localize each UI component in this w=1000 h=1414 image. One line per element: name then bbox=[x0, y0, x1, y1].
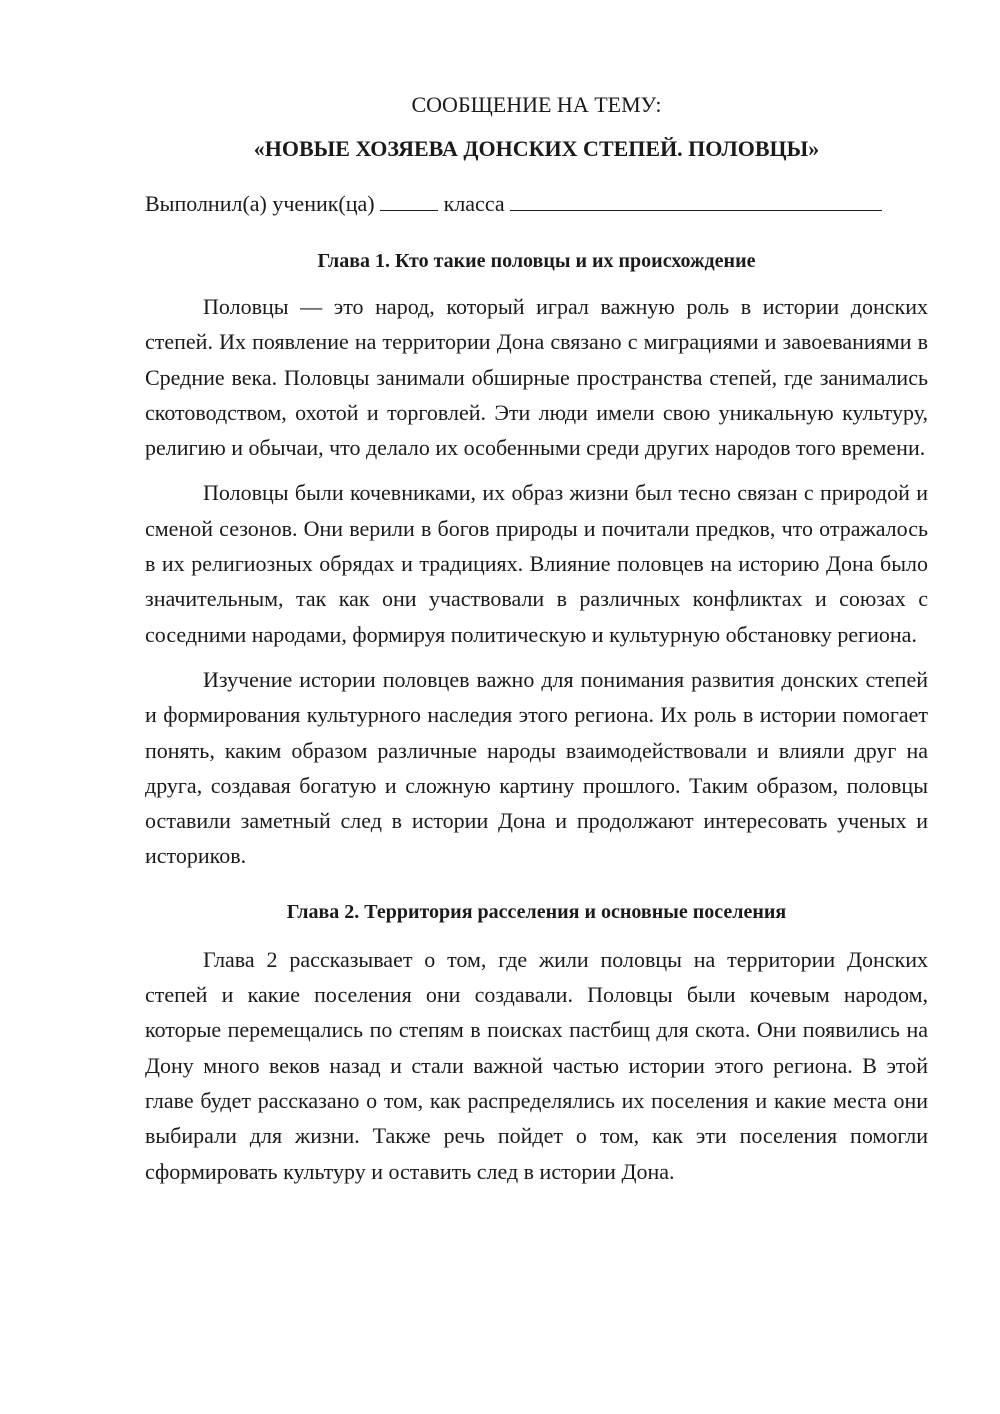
chapter-1-paragraph-3: Изучение истории половцев важно для понимания развития донских степей и формирования культурного наследия этого региона. Их роль в истории помогает понять, каким образом различные народы взаимодействовали и влияли друг на друга, создавая богатую и сложную картину прошлого. Таким образом, половцы оставили заметный след в истории Дона и продолжают интересовать ученых и историков. bbox=[145, 666, 928, 869]
chapter-2-heading: Глава 2. Территория расселения и основные поселения bbox=[286, 900, 787, 923]
chapter-1-heading: Глава 1. Кто такие половцы и их происхождение bbox=[317, 250, 756, 272]
author-line bbox=[145, 188, 928, 219]
document-page bbox=[145, 90, 928, 1189]
document-title-line-1: СООБЩЕНИЕ НА ТЕМУ: bbox=[411, 92, 662, 117]
chapter-1-paragraph-2: Половцы были кочевниками, их образ жизни был тесно связан с природой и сменой сезонов. Они верили в богов природы и почитали предков, что отражалось в их религиозных обрядах и традициях. Влияние половцев на историю Дона было значительным, так как они участвовали в различных конфликтах и союзах с соседними народами, формируя политическую и культурную обстановку региона. bbox=[145, 480, 928, 647]
class-number-blank bbox=[380, 188, 438, 211]
student-name-blank bbox=[510, 188, 882, 211]
student-label: Выполнил(а) ученик(ца) bbox=[145, 191, 375, 216]
chapter-1-paragraph-1: Половцы — это народ, который играл важную роль в истории донских степей. Их появление на территории Дона связано с миграциями и завоеваниями в Средние века. Половцы занимали обширные пространства степей, где занимались скотоводством, охотой и торговлей. Эти люди имели свою уникальную культуру, религию и обычаи, что делало их особенными среди других народов того времени. bbox=[145, 294, 928, 461]
document-title-line-2: «НОВЫЕ ХОЗЯЕВА ДОНСКИХ СТЕПЕЙ. ПОЛОВЦЫ» bbox=[253, 136, 820, 161]
class-label: класса bbox=[443, 191, 505, 216]
chapter-2-paragraph-1: Глава 2 рассказывает о том, где жили половцы на территории Донских степей и какие поселения они создавали. Половцы были кочевым народом, которые перемещались по степям в поисках пастбищ для скота. Они появились на Дону много веков назад и стали важной частью истории этого региона. В этой главе будет рассказано о том, как распределялись их поселения и какие места они выбирали для жизни. Также речь пойдет о том, как эти поселения помогли сформировать культуру и оставить след в истории Дона. bbox=[145, 946, 928, 1184]
